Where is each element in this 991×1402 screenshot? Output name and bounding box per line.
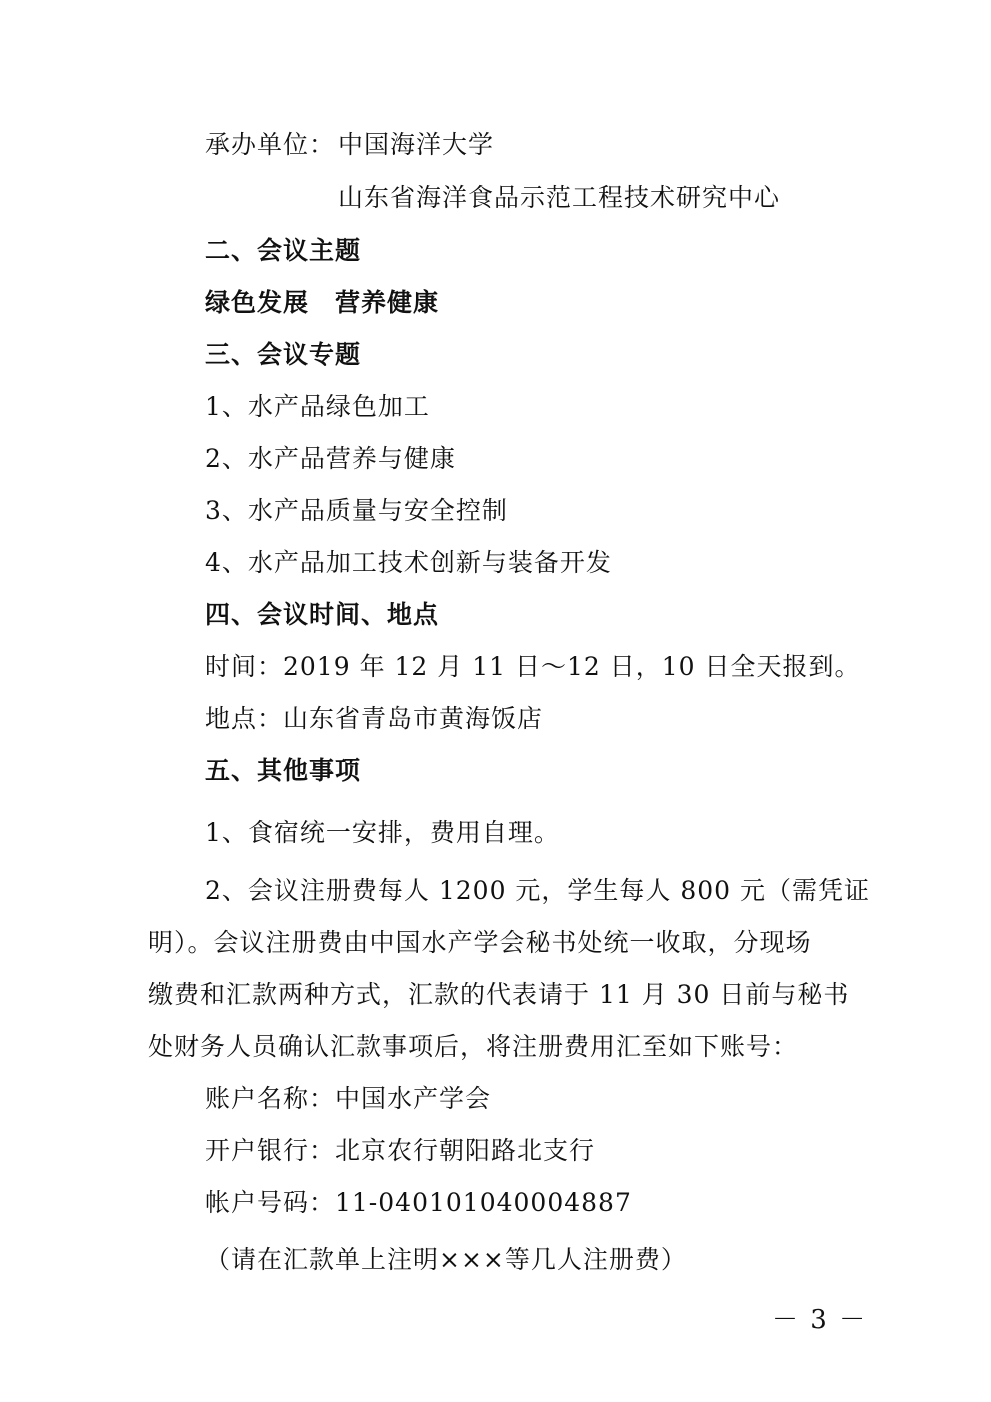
section-5-heading: 五、其他事项 bbox=[205, 756, 362, 785]
registration-text-line: 2、会议注册费每人 1200 元，学生每人 800 元（需凭证 bbox=[205, 876, 871, 905]
conference-theme: 绿色发展 营养健康 bbox=[205, 288, 440, 317]
page-number: － 3 － bbox=[772, 1305, 868, 1335]
payment-note: （请在汇款单上注明×××等几人注册费） bbox=[205, 1245, 687, 1274]
topic-item: 2、水产品营养与健康 bbox=[205, 444, 456, 473]
topic-item: 1、水产品绿色加工 bbox=[205, 392, 430, 421]
organizer-label: 承办单位： bbox=[205, 130, 336, 159]
topic-item: 3、水产品质量与安全控制 bbox=[205, 496, 508, 525]
meeting-time: 时间：2019 年 12 月 11 日～12 日，10 日全天报到。 bbox=[205, 652, 861, 681]
topic-item: 4、水产品加工技术创新与装备开发 bbox=[205, 548, 612, 577]
organizer-name-2: 山东省海洋食品示范工程技术研究中心 bbox=[338, 183, 781, 212]
bank-name: 开户银行：北京农行朝阳路北支行 bbox=[205, 1136, 596, 1165]
section-4-heading: 四、会议时间、地点 bbox=[205, 600, 440, 629]
registration-text-line: 处财务人员确认汇款事项后，将注册费用汇至如下账号： bbox=[148, 1032, 799, 1061]
other-item-1: 1、食宿统一安排，费用自理。 bbox=[205, 818, 560, 847]
registration-text-line: 明）。会议注册费由中国水产学会秘书处统一收取，分现场 bbox=[148, 928, 812, 957]
account-name: 账户名称：中国水产学会 bbox=[205, 1084, 492, 1113]
section-2-heading: 二、会议主题 bbox=[205, 236, 362, 265]
section-3-heading: 三、会议专题 bbox=[205, 340, 362, 369]
account-number: 帐户号码：11-040101040004887 bbox=[205, 1188, 632, 1217]
registration-text-line: 缴费和汇款两种方式，汇款的代表请于 11 月 30 日前与秘书 bbox=[148, 980, 850, 1009]
meeting-location: 地点：山东省青岛市黄海饭店 bbox=[205, 704, 544, 733]
organizer-name-1: 中国海洋大学 bbox=[338, 130, 495, 159]
